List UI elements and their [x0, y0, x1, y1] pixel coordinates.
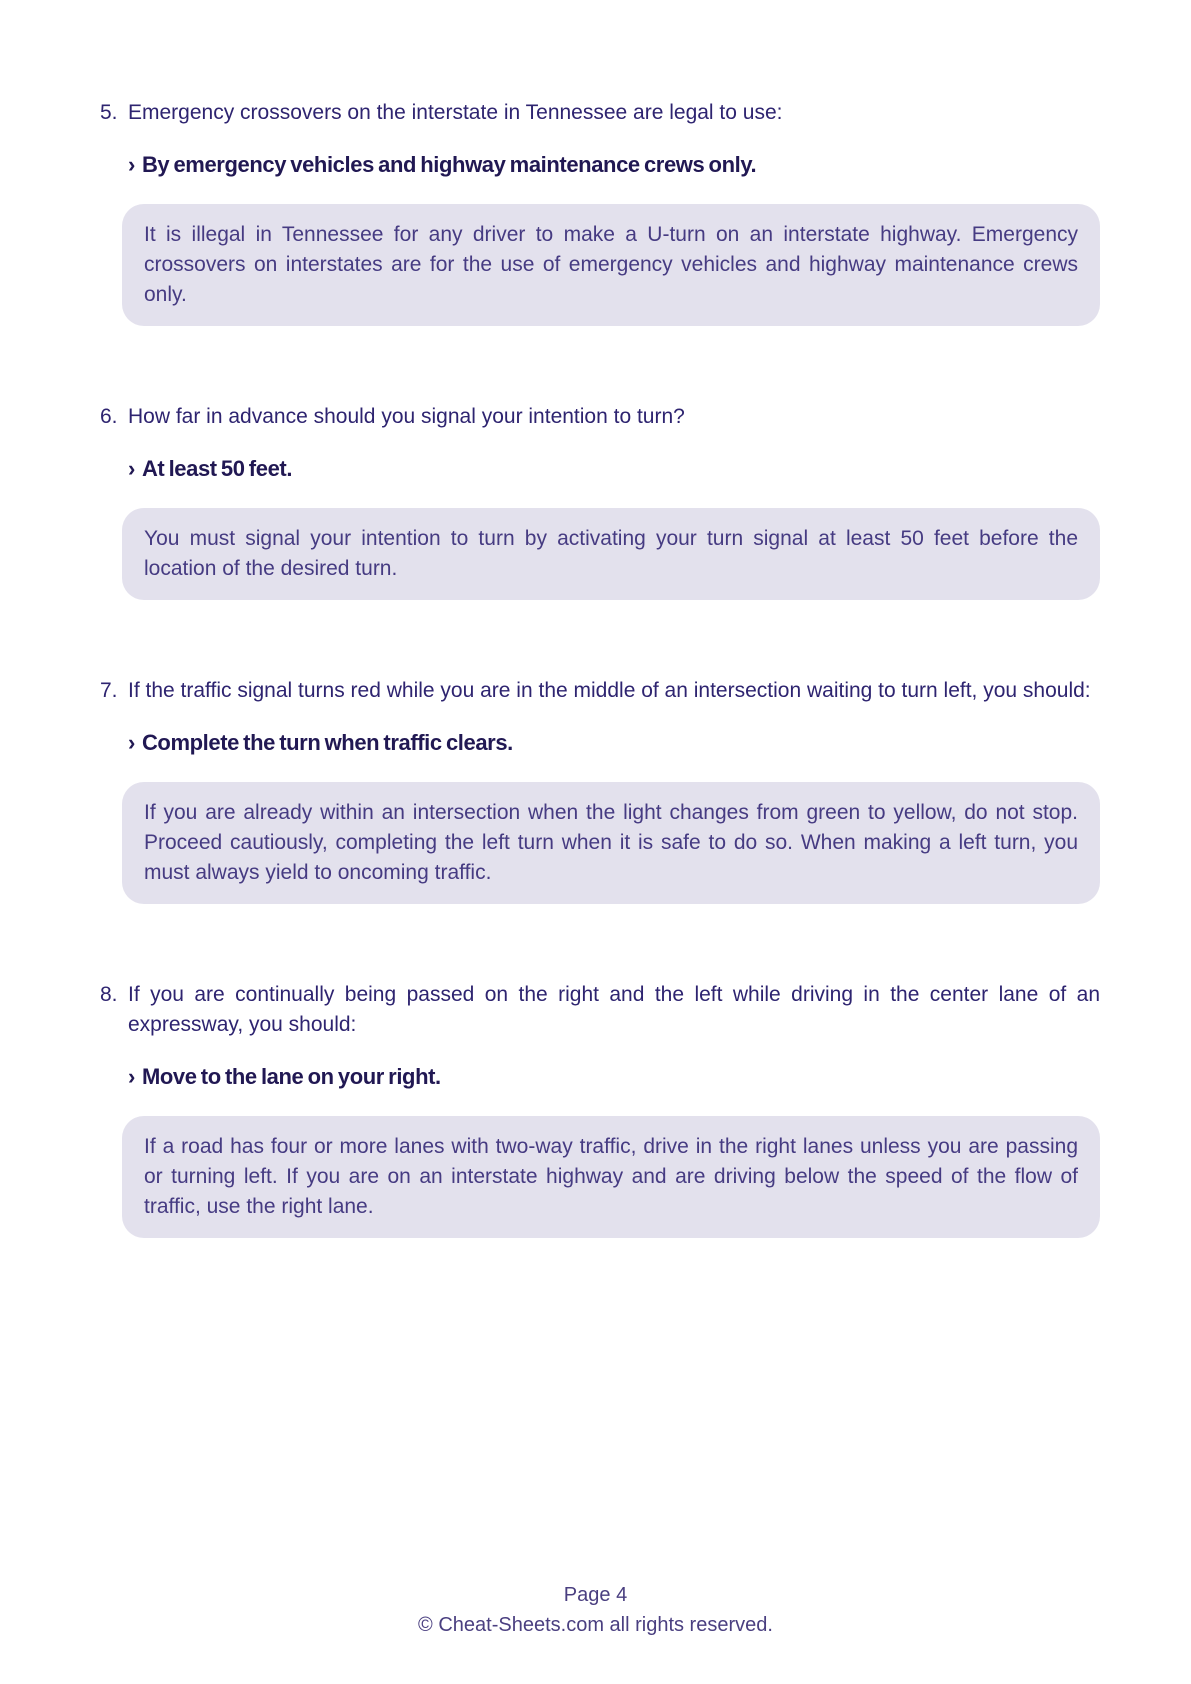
explanation-text: If you are already within an intersection when the light changes from green to yellow, do not stop. Proceed cautiously, completing the left turn when it is safe to do so. When making a left turn, you must always yield to oncoming traffic. — [144, 801, 1078, 884]
chevron-right-icon: › — [128, 152, 135, 177]
chevron-right-icon: › — [128, 1064, 135, 1089]
question-text: If you are continually being passed on the right and the left while driving in the center lane of an expressway, you should: — [128, 983, 1100, 1036]
question-text: If the traffic signal turns red while you are in the middle of an intersection waiting to turn left, you should: — [128, 679, 1091, 702]
answer-text: Complete the turn when traffic clears. — [141, 730, 513, 755]
question-number: 5. — [100, 101, 118, 124]
chevron-right-icon: › — [128, 456, 135, 481]
answer-row — [128, 1062, 1100, 1092]
question-row — [100, 98, 1100, 128]
qa-item — [100, 402, 1100, 600]
explanation-text: If a road has four or more lanes with two-way traffic, drive in the right lanes unless you are passing or turning left. If you are on an interstate highway and are driving below the speed of the flow of traffic, use the right lane. — [144, 1135, 1078, 1218]
explanation-text: You must signal your intention to turn by activating your turn signal at least 50 feet before the location of the desired turn. — [144, 527, 1078, 580]
question-number: 7. — [100, 679, 118, 702]
copyright-notice: © Cheat-Sheets.com all rights reserved. — [418, 1614, 773, 1636]
explanation-box — [122, 508, 1100, 600]
answer-row — [128, 454, 1100, 484]
chevron-right-icon: › — [128, 730, 135, 755]
answer-text: By emergency vehicles and highway maintenance crews only. — [141, 152, 757, 177]
answer-row — [128, 150, 1100, 180]
explanation-box — [122, 782, 1100, 904]
answer-text: At least 50 feet. — [141, 456, 293, 481]
question-row — [100, 402, 1100, 432]
page-number: Page 4 — [563, 1584, 628, 1606]
qa-item — [100, 980, 1100, 1238]
answer-text: Move to the lane on your right. — [141, 1064, 441, 1089]
question-number: 6. — [100, 405, 118, 428]
explanation-box — [122, 1116, 1100, 1238]
question-row — [100, 980, 1100, 1040]
question-number: 8. — [100, 983, 118, 1006]
answer-row — [128, 728, 1100, 758]
question-text: Emergency crossovers on the interstate in Tennessee are legal to use: — [128, 101, 783, 124]
page-footer — [0, 1580, 1191, 1640]
qa-item — [100, 676, 1100, 904]
qa-item — [100, 98, 1100, 326]
explanation-box — [122, 204, 1100, 326]
question-text: How far in advance should you signal your intention to turn? — [128, 405, 685, 428]
explanation-text: It is illegal in Tennessee for any driver to make a U-turn on an interstate highway. Emergency crossovers on interstates are for the use of emergency vehicles and highway maintenance crews only. — [144, 223, 1078, 306]
question-row — [100, 676, 1100, 706]
